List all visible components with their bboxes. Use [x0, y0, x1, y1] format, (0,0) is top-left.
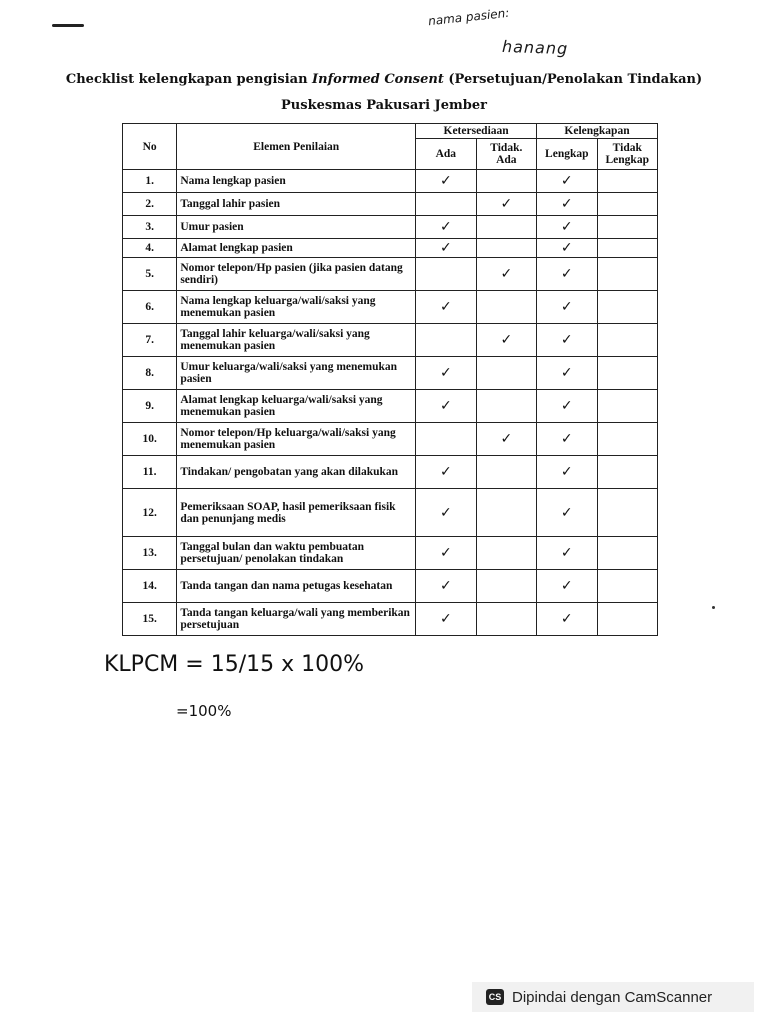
row-tidak-lengkap	[597, 357, 657, 390]
row-tidak-ada	[476, 170, 536, 193]
row-element: Pemeriksaan SOAP, hasil pemeriksaan fisik dan penunjang medis	[177, 489, 416, 537]
row-lengkap: ✓	[537, 456, 597, 489]
table-row	[123, 537, 658, 570]
row-element: Nomor telepon/Hp keluarga/wali/saksi yang menemukan pasien	[177, 423, 416, 456]
row-number: 14.	[123, 570, 177, 603]
row-tidak-lengkap	[597, 570, 657, 603]
table-row	[123, 357, 658, 390]
row-lengkap: ✓	[537, 603, 597, 636]
row-ada	[416, 423, 476, 456]
row-number: 5.	[123, 258, 177, 291]
table-row	[123, 258, 658, 291]
handwritten-result: =100%	[176, 702, 232, 720]
camscanner-logo-icon: CS	[486, 989, 504, 1005]
row-tidak-ada: ✓	[476, 193, 536, 216]
row-ada	[416, 258, 476, 291]
table-row	[123, 603, 658, 636]
row-tidak-lengkap	[597, 489, 657, 537]
row-element: Tanggal bulan dan waktu pembuatan persetujuan/ penolakan tindakan	[177, 537, 416, 570]
row-ada: ✓	[416, 239, 476, 258]
row-number: 8.	[123, 357, 177, 390]
row-lengkap: ✓	[537, 324, 597, 357]
row-tidak-lengkap	[597, 216, 657, 239]
header-completeness: Kelengkapan	[537, 124, 658, 139]
table-row	[123, 489, 658, 537]
row-tidak-ada	[476, 357, 536, 390]
document-subtitle: Puskesmas Pakusari Jember	[281, 98, 487, 113]
row-ada: ✓	[416, 489, 476, 537]
title-italic: Informed Consent	[312, 72, 444, 87]
table-row	[123, 456, 658, 489]
row-ada: ✓	[416, 570, 476, 603]
table-row	[123, 193, 658, 216]
row-tidak-ada	[476, 603, 536, 636]
row-lengkap: ✓	[537, 423, 597, 456]
row-lengkap: ✓	[537, 570, 597, 603]
row-element: Umur pasien	[177, 216, 416, 239]
table-row	[123, 239, 658, 258]
row-number: 1.	[123, 170, 177, 193]
row-ada: ✓	[416, 537, 476, 570]
row-element: Tanda tangan keluarga/wali yang memberikan persetujuan	[177, 603, 416, 636]
handwritten-formula: KLPCM = 15/15 x 100%	[104, 652, 365, 677]
row-ada	[416, 193, 476, 216]
row-tidak-ada: ✓	[476, 324, 536, 357]
row-element: Nama lengkap pasien	[177, 170, 416, 193]
table-row	[123, 390, 658, 423]
header-ada: Ada	[416, 139, 476, 170]
row-tidak-ada	[476, 216, 536, 239]
handwritten-patient-name: hanang	[501, 36, 569, 59]
row-lengkap: ✓	[537, 193, 597, 216]
row-element: Tanggal lahir keluarga/wali/saksi yang menemukan pasien	[177, 324, 416, 357]
row-tidak-ada: ✓	[476, 258, 536, 291]
row-tidak-lengkap	[597, 324, 657, 357]
row-ada: ✓	[416, 170, 476, 193]
row-tidak-ada	[476, 537, 536, 570]
row-tidak-lengkap	[597, 291, 657, 324]
row-lengkap: ✓	[537, 537, 597, 570]
header-element: Elemen Penilaian	[177, 124, 416, 170]
row-lengkap: ✓	[537, 357, 597, 390]
row-tidak-ada	[476, 456, 536, 489]
row-lengkap: ✓	[537, 239, 597, 258]
table-row	[123, 291, 658, 324]
checklist-body	[123, 170, 658, 636]
row-lengkap: ✓	[537, 170, 597, 193]
row-number: 13.	[123, 537, 177, 570]
row-number: 10.	[123, 423, 177, 456]
row-tidak-ada	[476, 489, 536, 537]
row-element: Nama lengkap keluarga/wali/saksi yang menemukan pasien	[177, 291, 416, 324]
row-element: Tanggal lahir pasien	[177, 193, 416, 216]
row-lengkap: ✓	[537, 216, 597, 239]
row-ada: ✓	[416, 603, 476, 636]
table-row	[123, 423, 658, 456]
row-lengkap: ✓	[537, 291, 597, 324]
stray-dot	[712, 606, 715, 609]
header-tidak-ada: Tidak. Ada	[476, 139, 536, 170]
table-row	[123, 170, 658, 193]
row-number: 12.	[123, 489, 177, 537]
row-number: 7.	[123, 324, 177, 357]
title-prefix: Checklist kelengkapan pengisian	[65, 72, 313, 87]
row-tidak-lengkap	[597, 537, 657, 570]
row-element: Tindakan/ pengobatan yang akan dilakukan	[177, 456, 416, 489]
row-element: Alamat lengkap pasien	[177, 239, 416, 258]
row-tidak-lengkap	[597, 258, 657, 291]
header-no: No	[123, 124, 177, 170]
dash-mark	[52, 24, 84, 27]
row-lengkap: ✓	[537, 258, 597, 291]
header-availability: Ketersediaan	[416, 124, 537, 139]
row-tidak-lengkap	[597, 390, 657, 423]
row-ada	[416, 324, 476, 357]
table-row	[123, 324, 658, 357]
row-tidak-lengkap	[597, 170, 657, 193]
row-tidak-lengkap	[597, 193, 657, 216]
row-ada: ✓	[416, 456, 476, 489]
header-lengkap: Lengkap	[537, 139, 597, 170]
row-element: Alamat lengkap keluarga/wali/saksi yang menemukan pasien	[177, 390, 416, 423]
row-ada: ✓	[416, 291, 476, 324]
table-row	[123, 570, 658, 603]
checklist-table	[122, 123, 658, 636]
camscanner-watermark	[472, 982, 754, 1012]
row-tidak-lengkap	[597, 603, 657, 636]
row-tidak-ada	[476, 291, 536, 324]
row-element: Umur keluarga/wali/saksi yang menemukan pasien	[177, 357, 416, 390]
row-number: 3.	[123, 216, 177, 239]
row-element: Nomor telepon/Hp pasien (jika pasien datang sendiri)	[177, 258, 416, 291]
row-number: 2.	[123, 193, 177, 216]
handwritten-patient-label: nama pasien:	[427, 5, 510, 29]
row-tidak-lengkap	[597, 239, 657, 258]
row-number: 15.	[123, 603, 177, 636]
row-lengkap: ✓	[537, 489, 597, 537]
document-title	[0, 72, 768, 87]
row-tidak-ada	[476, 390, 536, 423]
row-number: 9.	[123, 390, 177, 423]
row-tidak-ada	[476, 570, 536, 603]
row-number: 4.	[123, 239, 177, 258]
row-ada: ✓	[416, 390, 476, 423]
row-tidak-lengkap	[597, 423, 657, 456]
table-row	[123, 216, 658, 239]
row-number: 11.	[123, 456, 177, 489]
title-suffix: (Persetujuan/Penolakan Tindakan)	[443, 72, 703, 87]
row-number: 6.	[123, 291, 177, 324]
row-ada: ✓	[416, 357, 476, 390]
row-tidak-ada: ✓	[476, 423, 536, 456]
watermark-text: Dipindai dengan CamScanner	[512, 988, 713, 1006]
row-tidak-lengkap	[597, 456, 657, 489]
header-tidak-lengkap: Tidak Lengkap	[597, 139, 657, 170]
row-tidak-ada	[476, 239, 536, 258]
row-element: Tanda tangan dan nama petugas kesehatan	[177, 570, 416, 603]
row-lengkap: ✓	[537, 390, 597, 423]
row-ada: ✓	[416, 216, 476, 239]
